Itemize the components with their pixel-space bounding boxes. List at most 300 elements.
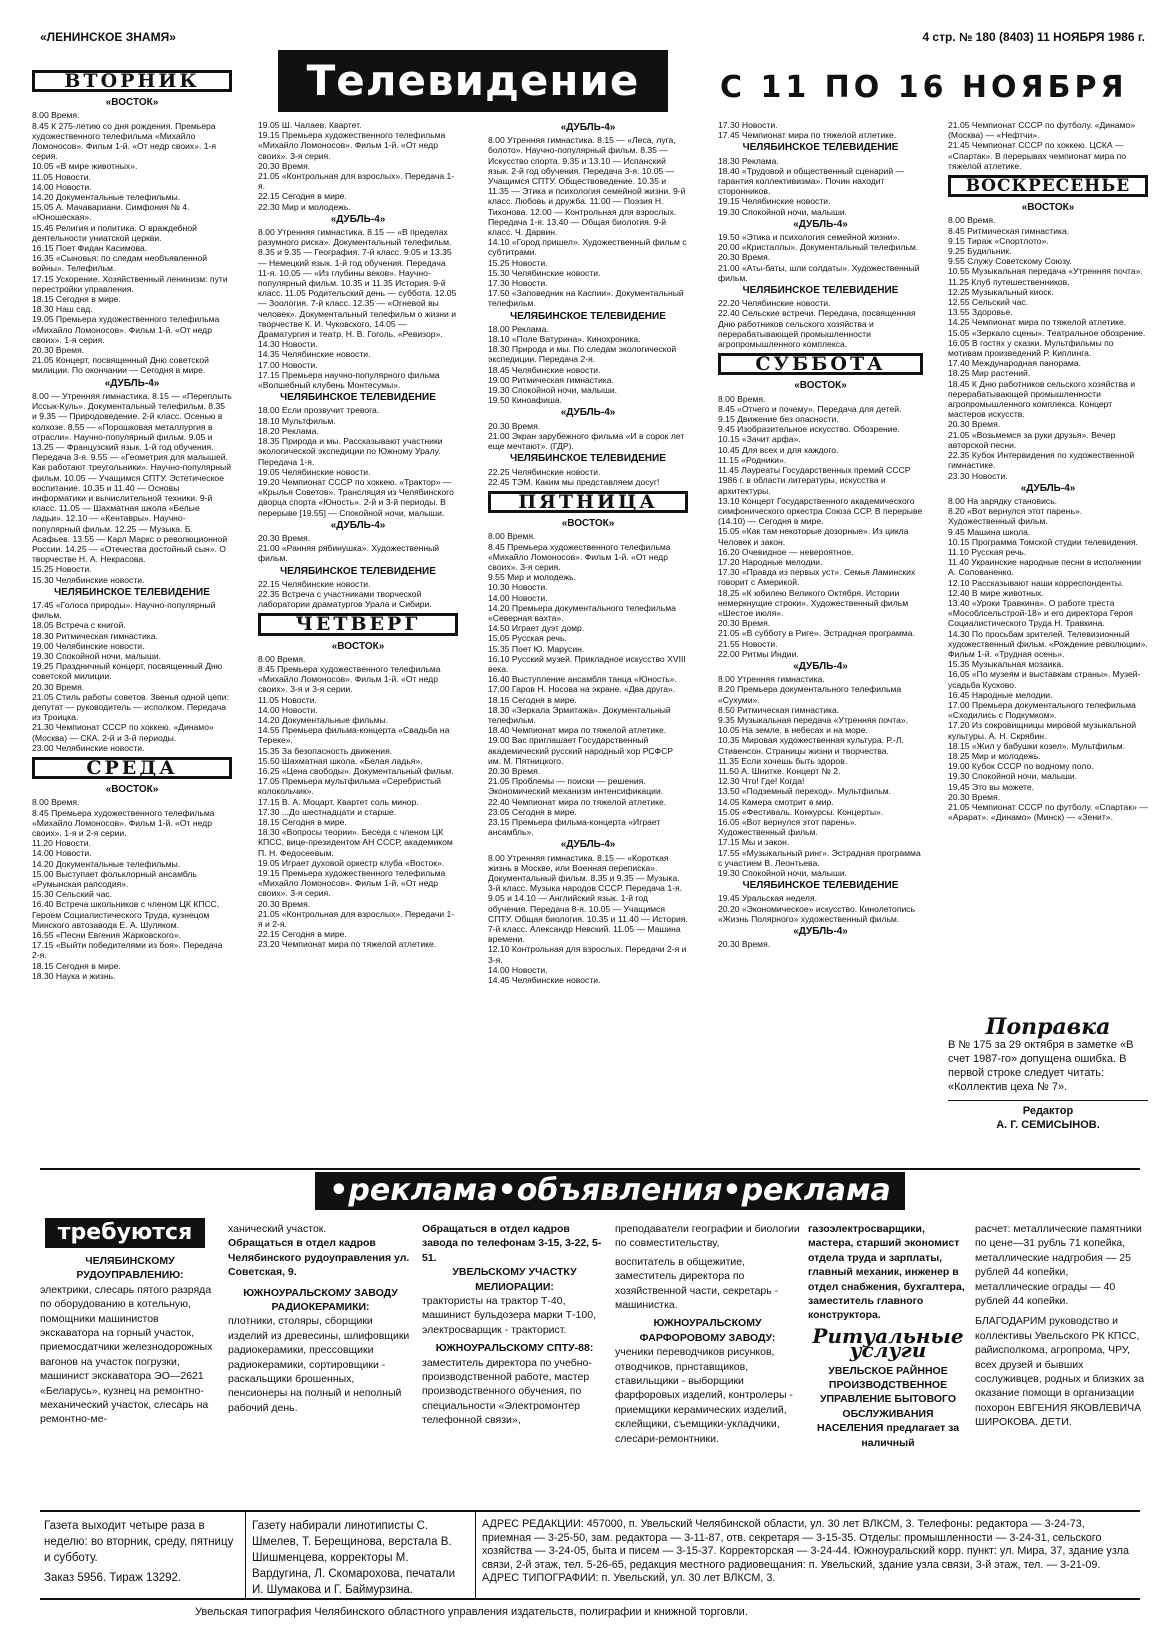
program-item: 18.30 Природа и мы. По следам экологической экспедиции. Передача 2-я. bbox=[488, 344, 677, 365]
program-list bbox=[258, 579, 458, 610]
channel-heading: ЧЕЛЯБИНСКОЕ ТЕЛЕВИДЕНИЕ bbox=[742, 880, 899, 892]
program-item: 17.15 Мы и закон. bbox=[718, 837, 790, 848]
program-item: 20.00 «Кристаллы». Документальный телефильм. bbox=[718, 242, 919, 253]
program-item: 23.05 Сегодня в мире. bbox=[488, 806, 577, 817]
channel-heading: «ВОСТОК» bbox=[331, 640, 385, 652]
channel-heading: ЧЕЛЯБИНСКОЕ ТЕЛЕВИДЕНИЕ bbox=[510, 310, 666, 322]
program-item: 14.45 Челябинские новости. bbox=[488, 975, 601, 986]
program-item: 19.50 «Этика и психология семейной жизни». bbox=[718, 232, 900, 243]
program-item: 16.40 Выступление ансамбля танца «Юность». bbox=[488, 674, 677, 685]
program-item: 19.00 Челябинские новости. bbox=[32, 640, 145, 651]
ad-employer: ЮЖНОУРАЛЬСКОМУ СПТУ-88: bbox=[435, 1342, 594, 1355]
program-item: 19.15 Премьера художественного телефильма «Михайло Ломоносов». Фильм 1-й. «От недр своих». 3-я серия. bbox=[258, 868, 446, 899]
program-item: 19.00 Вас приглашает Государственный академический русский народный хор РСФСР им. М. Пятницкого. bbox=[488, 735, 674, 766]
program-item: 18.45 К Дню работников сельского хозяйства и перерабатывающей промышленности агропромышленного комплекса. Концерт мастеров искусств. bbox=[948, 378, 1136, 420]
day-saturday: СУББОТА bbox=[718, 353, 923, 375]
program-item: 21.05 «В субботу в Риге». Эстрадная программа. bbox=[718, 628, 915, 639]
program-item: 19.30 Спокойной ночи, малыши. bbox=[948, 771, 1078, 782]
day-sunday: ВОСКРЕСЕНЬЕ bbox=[948, 175, 1148, 197]
column-3 bbox=[488, 120, 688, 1160]
channel-heading: «ВОСТОК» bbox=[105, 784, 159, 796]
program-item: 22.00 Ритмы Индии. bbox=[718, 648, 799, 659]
program-item: 17.15 «Выйти победителями из боя». Передача 2-я. bbox=[32, 940, 223, 961]
program-item: 19.45 Это вы можете. bbox=[948, 781, 1035, 792]
program-list bbox=[258, 654, 458, 950]
program-item: 9.15 Тираж «Спортлото». bbox=[948, 235, 1049, 246]
program-item: 14.35 Челябинские новости. bbox=[258, 349, 371, 360]
program-item: 23.15 Премьера фильма-концерта «Играет ансамбль». bbox=[488, 817, 661, 838]
program-item: 18.15 Сегодня в мире. bbox=[32, 294, 121, 305]
program-item: 18.15 «Жил у бабушки козел». Мультфильм. bbox=[948, 740, 1126, 751]
program-item: 11.35 Если хочешь быть здоров. bbox=[718, 755, 848, 766]
program-item: 11.05 Новости. bbox=[258, 694, 317, 705]
channel-heading: ЧЕЛЯБИНСКОЕ ТЕЛЕВИДЕНИЕ bbox=[510, 453, 666, 465]
program-item: 20.30 Время. bbox=[718, 252, 771, 263]
program-item: 8.45 Премьера художественного телефильма «Михайло Ломоносов». Фильм 1-й. «От недр своих». 3-я серия. bbox=[488, 541, 671, 572]
channel-heading: «ВОСТОК» bbox=[105, 97, 159, 109]
program-item: 17.00 Новости. bbox=[258, 359, 318, 370]
program-item: 9.45 Машина школа. bbox=[948, 526, 1031, 537]
program-item: 18.40 «Трудовой и общественный сценарий — гарантия коллективизма». Почин находит сторонников. bbox=[718, 165, 905, 197]
program-item: 16.40 Встреча школьников с членом ЦК КПСС, Героем Социалистического Труда, кузнецом Минского автозавода Е. А. Шуляком. bbox=[32, 899, 220, 930]
ad-text: расчет: металлические памятники по цене—31 рубль 71 копейка, металлические надгробия — 25 рублей 44 копейки, металлические ограды — 40 рублей 44 копейки. bbox=[975, 1223, 1142, 1308]
program-item: 19.00 Ритмическая гимнастика. bbox=[488, 374, 614, 385]
ads-banner: •реклама•объявления•реклама bbox=[315, 1172, 905, 1210]
program-item: 22.30 Мир и молодежь. bbox=[258, 201, 351, 212]
program-item: 19.15 Премьера художественного телефильма «Михайло Ломоносов». Фильм 1-й. «От недр своих». 3-я серия. bbox=[258, 130, 446, 161]
program-item: 19.05 Играет духовой оркестр клуба «Восток». bbox=[258, 857, 445, 868]
program-list bbox=[718, 394, 923, 659]
program-item: 18.15 Сегодня в мире. bbox=[258, 817, 347, 827]
program-item: 18.20 Реклама. bbox=[258, 425, 319, 436]
program-item: 14.30 Новости. bbox=[258, 339, 318, 350]
program-list bbox=[258, 405, 458, 517]
ad-column-6 bbox=[975, 1222, 1145, 1507]
program-item: 18.30 Реклама. bbox=[718, 155, 779, 166]
program-item: 9.15 Движение без опасности. bbox=[718, 414, 839, 425]
program-item: 21.05 «Контрольная для взрослых». Передачи 1-я и 2-я. bbox=[258, 908, 455, 930]
program-item: 8.00 — Утренняя гимнастика. 8.15 — «Переплыть Иссык-Куль». Документальный телефильм. 8.35 и 9.35 — Природоведение. 2-й класс. Осенью в колхозе. 8.55 — «Порошковая металлургия в отрасли». Научно-популярный фильм. 9.05 и 13.25 — Французский язык. 1-й год обучения. Передача 3-я. 9.55 — «Геометрия для малышей. Как работают треугольники». Научно-популярный фильм. 10.05 — Учащимся СПТУ. Эстетическое воспитание. 10.35 и 11.40 — Основы информатики и вычислительной техники. 9-й класс. 11.05 — Шахматная школа «Белые ладьи». 12.10 — «Кентавры». Научно-популярный фильм. 12.25 — Музыка. Б. Асафьев. 13.55 — Карл Маркс о революционной России. 14.25 — «Отечества достойный сын». О творчестве Н. А. Некрасова. bbox=[32, 390, 232, 565]
program-item: 14.55 Премьера фильма-концерта «Свадьба на Тереке». bbox=[258, 725, 450, 746]
ad-column-1 bbox=[40, 1254, 220, 1504]
program-list bbox=[32, 391, 232, 585]
program-item: 10.05 «В мире животных». bbox=[32, 161, 138, 172]
printing-address: АДРЕС ТИПОГРАФИИ: п. Увельский, ул. 30 лет ВЛКСМ, 3. bbox=[482, 1572, 776, 1584]
program-item: 17.55 «Музыкальный ринг». Эстрадная программа с участием В. Леонтьева. bbox=[718, 847, 921, 868]
program-item: 18.25 Мир и молодежь. bbox=[948, 750, 1041, 761]
program-item: 17.15 В. А. Моцарт. Квартет соль минор. bbox=[258, 796, 419, 807]
program-list bbox=[258, 120, 458, 212]
staff-info: Газету набирали линотиписты С. Шмелев, Т. Берещинова, верстала В. Шишменцева, корректоры М. Вардугина, Л. Скомарохова, печатали И. Шумакова и Г. Баймурзина. bbox=[252, 1520, 456, 1596]
channel-heading: ЧЕЛЯБИНСКОЕ ТЕЛЕВИДЕНИЕ bbox=[742, 285, 899, 297]
channel-heading: «ДУБЛЬ-4» bbox=[330, 213, 386, 225]
program-item: 18.40 Чемпионат мира по тяжелой атлетике. bbox=[488, 725, 667, 736]
channel-heading: «ДУБЛЬ-4» bbox=[560, 839, 616, 851]
program-item: 15.45 Религия и политика. О враждебной деятельности униатской церкви. bbox=[32, 222, 197, 243]
program-item: 18.10 Мультфильм. bbox=[258, 415, 336, 426]
program-item: 17.30 ...До шестнадцати и старше. bbox=[258, 806, 397, 817]
program-item: 20.30 Время. bbox=[32, 345, 85, 356]
program-item: 15.05 «Фестиваль. Конкурсы. Концерты». bbox=[718, 806, 884, 817]
program-item: 8.00 Утренняя гимнастика. 8.15 — «В пределах разумного риска». Документальный телефильм. 8.35 и 9.35 — География. 7-й класс. 9.05 и 13.35 — Немецкий язык. 1-й год обучения. Передача 11-я. 10.05 — «Из глубины веков». Научно-популярный фильм. 10.35 и 11.35 История. 9-й класс. 11.05 Родительский день — суббота. 12.05 — Зоология. 7-й класс. 12.35 — «Огневой вы человек». Документальный телефильм о жизни и творчестве К. И. Чуковского. 14.05 — Драматургия и театр. Н. В. Гоголь. «Ревизор». bbox=[258, 227, 457, 340]
program-item: 21.05 «Возьмемся за руки друзья». Вечер авторской песни. bbox=[948, 429, 1116, 450]
address-info bbox=[482, 1518, 1132, 1586]
program-item: 16.05 «Вот вернулся этот парень». Художественный фильм. bbox=[718, 817, 857, 838]
program-item: 22.25 Челябинские новости. bbox=[488, 466, 601, 477]
program-item: 8.00 Время. bbox=[258, 653, 306, 664]
program-item: 17.40 Международная панорама. bbox=[948, 358, 1081, 369]
program-item: 11.50 А. Шнитке. Концерт № 2. bbox=[718, 765, 841, 776]
program-item: 10.45 Для всех и для каждого. bbox=[718, 444, 839, 455]
program-item: 13.50 «Подземный переход». Мультфильм. bbox=[718, 786, 892, 797]
program-item: 22.40 Сельские встречи. Передача, посвященная Дню работников сельского хозяйства и перерабатывающей промышленности агропромышленного комплекса. bbox=[718, 308, 916, 350]
program-item: 9.45 Изобразительное искусство. Обозрение. bbox=[718, 424, 900, 435]
program-item: 19.05 Премьера художественного телефильма «Михайло Ломоносов». Фильм 1-й. «От недр своих». 1-я серия. bbox=[32, 314, 220, 345]
ad-employer: УВЕЛЬСКОМУ УЧАСТКУ МЕЛИОРАЦИИ: bbox=[452, 1266, 577, 1293]
ad-text: электрики, слесарь пятого разряда по оборудованию в котельную, помощники машинистов экскаватора на горный участок, приемосдатчики железнодорожных вагонов на участок погрузки, машинист экскаватора ЭО—2621 «Беларусь», кузнец на ремонтно-механический участок, слесарь на ремонтно-ме- bbox=[40, 1283, 213, 1426]
program-item: 13.10 Концерт Государственного академического симфонического оркестра Союза ССР. В перерыве (14.10) — Сегодня в мире. bbox=[718, 495, 923, 527]
program-item: 19.30 Спокойной ночи, малыши. bbox=[718, 206, 848, 217]
program-item: 11.45 Лауреаты Государственных премий СССР 1986 г. в области литературы, искусства и архитектуры. bbox=[718, 465, 911, 496]
program-item: 8.00 На зарядку становись. bbox=[948, 495, 1058, 506]
program-item: 19.15 Челябинские новости. bbox=[718, 196, 831, 207]
program-item: 21.05 «Контрольная для взрослых». Передача 1-я. bbox=[258, 171, 455, 192]
program-item: 15.00 Выступает фольклорный ансамбль «Румынская рапсодия». bbox=[32, 868, 197, 890]
program-item: 17.45 «Голоса природы». Научно-популярный фильм. bbox=[32, 599, 216, 621]
program-item: 21.00 «Аты-баты, шли солдаты». Художественный фильм. bbox=[718, 262, 920, 283]
print-run: Заказ 5956. Тираж 13292. bbox=[44, 1572, 182, 1584]
program-item: 22.35 Встреча с участниками творческой лаборатории драматургов Урала и Сибири. bbox=[258, 588, 432, 610]
channel-heading: «ДУБЛЬ-4» bbox=[1020, 482, 1076, 494]
program-item: 17.50 «Заповедник на Каспии». Документальный телефильм. bbox=[488, 288, 684, 309]
channel-heading: ЧЕЛЯБИНСКОЕ ТЕЛЕВИДЕНИЕ bbox=[742, 142, 899, 154]
program-item: 18.00 Реклама. bbox=[488, 323, 549, 334]
correction-notice bbox=[948, 1014, 1148, 1132]
program-item: 12.10 Контрольная для взрослых. Передачи 2-я и 3-я. bbox=[488, 944, 687, 965]
program-item: 17.20 Из сокровищницы мировой музыкальной культуры. А. Н. Скрябин. bbox=[948, 720, 1137, 741]
program-item: 15.35 За безопасность движения. bbox=[258, 745, 393, 756]
program-item: 14.50 Играет дуэт домр. bbox=[488, 623, 585, 634]
program-list bbox=[718, 939, 923, 949]
program-item: 14.20 Премьера документального телефильма «Северная вахта». bbox=[488, 602, 676, 623]
thanks-text: БЛАГОДАРИМ руководство и коллективы Увельского РК КПСС, райисполкома, агропрома, ЧРУ, всех друзей и бывших сослуживцев, родных и близких за оказание помощи в организации похорон ЕВГЕНИЯ ЯКОВЛЕВИЧА ШИРОКОВА. ДЕТИ. bbox=[975, 1315, 1145, 1429]
ad-text: заместитель директора по учебно-производственной работе, мастер производственного обучения, по специальности «Электромонтер телефонной связи», bbox=[422, 1356, 592, 1427]
issue-info: 4 стр. № 180 (8403) 11 НОЯБРЯ 1986 г. bbox=[922, 30, 1145, 44]
program-item: 14.00 Новости. bbox=[32, 848, 92, 859]
ad-text: плотники, столяры, сборщики изделий из древесины, шлифовщики радиокерамики, прессовщики радиокерамики, сортировщики - раскальщики брошенных, пенсионеры на полный и неполный рабочий день. bbox=[228, 1315, 410, 1414]
program-item: 18.30 «Вопросы теории». Беседа с членом ЦК КПСС, вице-президентом АН СССР, академиком П. Н. Федосеевым. bbox=[258, 827, 453, 858]
program-item: 15.50 Шахматная школа. «Белая ладья». bbox=[258, 755, 423, 766]
channel-heading: «ДУБЛЬ-4» bbox=[793, 926, 848, 938]
day-wednesday: СРЕДА bbox=[32, 757, 232, 779]
program-item: 8.45 К 275-летию со дня рождения. Премьера художественного телефильма «Михайло Ломоносов». Фильм 1-й. «От недр своих». 1-я серия. bbox=[32, 120, 217, 162]
program-item: 8.45 Премьера художественного телефильма «Михайло Ломоносов». Фильм 1-й. «От недр своих». 1-я и 2-я серии. bbox=[32, 807, 215, 839]
program-item: 22.45 ТЭМ. Каким мы представляем досуг! bbox=[488, 476, 660, 487]
ad-text: Обращаться в отдел кадров завода по телефонам 3-15, 3-22, 5-51. bbox=[422, 1223, 602, 1264]
program-item: 12.25 Музыкальный киоск. bbox=[948, 286, 1054, 297]
ad-column-4 bbox=[615, 1222, 800, 1507]
program-list bbox=[488, 467, 688, 487]
day-tuesday: ВТОРНИК bbox=[32, 70, 232, 92]
program-item: 12.40 В мире животных. bbox=[948, 587, 1044, 598]
program-item: 22.15 Сегодня в мире. bbox=[258, 929, 347, 940]
printer-line: Увельская типография Челябинского областного управления издательств, полиграфии и книжной торговли. bbox=[195, 1606, 748, 1618]
ad-employer: ЮЖНОУРАЛЬСКОМУ ЗАВОДУ РАДИОКЕРАМИКИ: bbox=[243, 1286, 398, 1314]
program-item: 14.25 Чемпионат мира по тяжелой атлетике. bbox=[948, 317, 1127, 328]
program-item: 18.45 Челябинские новости. bbox=[488, 364, 601, 375]
program-item: 18.30 Наука и жизнь. bbox=[32, 970, 116, 981]
column-1 bbox=[32, 66, 232, 1151]
divider bbox=[475, 1512, 476, 1598]
column-5 bbox=[948, 120, 1148, 1020]
program-item: 15.35 Поет Ю. Марусин. bbox=[488, 643, 585, 654]
program-item: 8.20 «Вот вернулся этот парень». Художественный фильм. bbox=[948, 506, 1083, 527]
ad-column-2 bbox=[228, 1222, 413, 1507]
program-item: 15.05 А. Мачавариани. Симфония № 4. «Юношеская». bbox=[32, 202, 190, 223]
channel-heading: «ВОСТОК» bbox=[794, 380, 847, 392]
program-item: 15.25 Новости. bbox=[32, 564, 92, 575]
ad-text: ученики переводчиков рисунков, отводчиков, прнставщиков, ставильщики - выборщики фарфоровых изделий, контролеры - приемщики керамических изделий, склейщики, съемщики-укладчики, слесари-ремонтники. bbox=[615, 1346, 793, 1445]
program-item: 22.15 Челябинские новости. bbox=[258, 578, 371, 589]
program-item: 10.15 «Зачит арфа». bbox=[718, 434, 801, 445]
channel-heading: ЧЕЛЯБИНСКОЕ ТЕЛЕВИДЕНИЕ bbox=[54, 586, 210, 598]
program-item: 18.05 Встреча с книгой. bbox=[32, 620, 126, 631]
program-item: 23.00 Челябинские новости. bbox=[32, 742, 145, 753]
program-item: 8.00 Время. bbox=[488, 531, 536, 542]
program-item: 21.05 Чемпионат СССР по футболу. «Спартак» — «Арарат». «Динамо» (Минск) — «Зенит». bbox=[948, 802, 1148, 823]
program-item: 19.20 Чемпионат СССР по хоккею. «Трактор» — «Крылья Советов». Трансляция из Челябинского дворца спорта «Юность». 2-й и 3-й периоды. В перерыве [19.55] — Спокойной ночи, малыши. bbox=[258, 476, 454, 518]
program-item: 18.25 «К юбилею Великого Октября. Истории немеркнущие строки». Художественный фильм «Шестое июля». bbox=[718, 587, 909, 618]
program-item: 19.45 Уральская неделя. bbox=[718, 893, 817, 904]
program-list bbox=[718, 893, 923, 924]
program-item: 12.10 Рассказывают наши корреспонденты. bbox=[948, 577, 1124, 588]
program-item: 21.05 Проблемы — поиски — решения. Экономический механизм интенсификации. bbox=[488, 776, 664, 797]
ad-text: трактористы на трактор Т-40, машинист бульдозера марки Т-100, электросварщик - тракторист. bbox=[422, 1295, 596, 1336]
program-list bbox=[488, 324, 688, 406]
program-item: 17.30 Новости. bbox=[488, 278, 548, 289]
program-item: 10.05 На земле, в небесах и на море. bbox=[718, 725, 868, 736]
program-item: 16.05 В гостях у сказки. Мультфильмы по мотивам произведений Р. Киплинга. bbox=[948, 337, 1114, 359]
program-item: 15.30 Челябинские новости. bbox=[32, 574, 145, 585]
program-item: 18.30 Наш сад. bbox=[32, 304, 93, 315]
program-item: 20.30 Время. bbox=[488, 765, 541, 776]
program-item: 14.00 Новости. bbox=[488, 964, 548, 975]
program-item: 20.30 Время. bbox=[948, 791, 1001, 802]
program-item: 17.30 Новости. bbox=[718, 120, 778, 130]
program-item: 19.30 Спокойной ночи, малыши. bbox=[32, 650, 162, 661]
program-item: 15.05 «Как там некоторые дозорные». Из цикла Человек и закон. bbox=[718, 526, 909, 547]
program-item: 22.15 Сегодня в мире. bbox=[258, 191, 347, 202]
ad-employer: ЮЖНОУРАЛЬСКОМУ ФАРФОРОВОМУ ЗАВОДУ: bbox=[639, 1317, 776, 1344]
program-item: 14.05 Камера смотрит в мир. bbox=[718, 796, 834, 807]
program-item: 11.20 Новости. bbox=[32, 838, 91, 849]
program-item: 8.20 Премьера документального телефильма «Сухуми». bbox=[718, 684, 902, 705]
ad-text: газоэлектросварщики, мастера, старший экономист отдела труда и зарплаты, главный механик, инженер в отдел снабжения, бухгалтера, заместитель главного конструктора. bbox=[808, 1223, 965, 1322]
ad-text: Обращаться в отдел кадров Челябинского рудоуправления ул. Советская, 9. bbox=[228, 1237, 410, 1279]
program-item: 16.25 «Цена свободы». Документальный фильм. bbox=[258, 765, 454, 776]
ad-text: УВЕЛЬСКОЕ РАЙННОЕ ПРОИЗВОДСТВЕННОЕ УПРАВЛЕНИЕ БЫТОВОГО ОБСЛУЖИВАНИЯ НАСЕЛЕНИЯ предлагает за наличный bbox=[816, 1364, 960, 1449]
program-list bbox=[718, 298, 923, 349]
program-item: 14.10 «Город пришел». Художественный фильм с субтитрами. bbox=[488, 237, 687, 258]
program-item: 21.30 Чемпионат СССР по хоккею. «Динамо» (Москва) — СКА. 2-й и 3-й периоды. bbox=[32, 722, 214, 743]
program-item: 20.30 Время. bbox=[718, 939, 771, 950]
program-item: 10.30 Новости. bbox=[488, 582, 548, 593]
program-item: 17.05 Премьера мультфильма «Серебристый колокольчик». bbox=[258, 776, 441, 797]
ad-employer: ЧЕЛЯБИНСКОМУ РУДОУПРАВЛЕНИЮ: bbox=[76, 1255, 184, 1282]
program-item: 23.20 Чемпионат мира по тяжелой атлетике. bbox=[258, 939, 437, 950]
program-item: 23.30 Новости. bbox=[948, 470, 1008, 481]
channel-heading: «ДУБЛЬ-4» bbox=[330, 519, 386, 531]
program-item: 16.15 Поет Фидан Касимова. bbox=[32, 243, 148, 254]
program-item: 13.40 «Уроки Травкина». О работе треста «Мособлсельстрой-18» и его директора Героя Социалистического Труда Н. Травкина. bbox=[948, 597, 1133, 629]
program-list bbox=[488, 531, 688, 837]
program-item: 19.50 Киноафиша. bbox=[488, 395, 562, 406]
program-item: 9.55 Служу Советскому Союзу. bbox=[948, 256, 1072, 267]
program-item: 18.35 Природа и мы. Рассказывают участники экологической экспедиции по Южному Уралу. Передача 1-я. bbox=[258, 436, 443, 467]
program-item: 11.10 Русская речь. bbox=[948, 546, 1027, 557]
column-2 bbox=[258, 120, 458, 1155]
program-item: 16.05 «По музеям и выставкам страны». Музей-усадьба Кусково. bbox=[948, 669, 1141, 690]
program-item: 8.00 Время. bbox=[948, 215, 996, 226]
program-item: 14.00 Новости. bbox=[258, 704, 318, 715]
channel-heading: ЧЕЛЯБИНСКОЕ ТЕЛЕВИДЕНИЕ bbox=[280, 392, 436, 404]
program-item: 16.10 Русский музей. Прикладное искусство XVIII века. bbox=[488, 653, 686, 674]
program-item: 19.30 Спокойной ночи, малыши. bbox=[718, 868, 848, 879]
program-item: 22.35 Кубок Интервидения по художественной гимнастике. bbox=[948, 450, 1135, 471]
ad-text: воспитатель в общежитие, заместитель директора по хозяйственной части, секретарь - машинистка. bbox=[615, 1255, 779, 1312]
divider bbox=[245, 1512, 246, 1598]
editor-name: А. Г. СЕМИСЫНОВ. bbox=[996, 1119, 1100, 1131]
program-list bbox=[718, 674, 923, 878]
channel-heading: «ВОСТОК» bbox=[561, 518, 615, 530]
page-header bbox=[40, 30, 1145, 46]
program-list bbox=[258, 227, 458, 390]
program-item: 21.00 Экран зарубежного фильма «И в сорок лет еще мечтают». (ГДР). bbox=[488, 430, 685, 452]
program-item: 18.30 Ритмическая гимнастика. bbox=[32, 630, 158, 641]
program-item: 8.45 Ритмическая гимнастика. bbox=[948, 225, 1070, 236]
day-thursday: ЧЕТВЕРГ bbox=[258, 613, 458, 635]
program-item: 21.05 Стиль работы советов. Звенья одной цепи: депутат — руководитель — исполком. Передача из Троицка. bbox=[32, 691, 229, 723]
program-list bbox=[718, 232, 923, 283]
program-item: 18.15 Сегодня в мире. bbox=[488, 694, 577, 705]
program-item: 17.00 Премьера документального телефильма «Сходились с Подкумком». bbox=[948, 699, 1136, 721]
program-item: 17.15 Премьера научно-популярного фильма «Волшебный клубень Монтесумы». bbox=[258, 369, 440, 391]
program-item: 20.30 Время. bbox=[718, 618, 771, 629]
channel-heading: «ДУБЛЬ-4» bbox=[104, 377, 160, 389]
program-item: 10.35 Мировая художественная культура. Р.-Л. Стивенсон. Страницы жизни и творчества. bbox=[718, 735, 904, 756]
editor-label: Редактор bbox=[1022, 1105, 1074, 1117]
ad-column-3 bbox=[422, 1222, 607, 1507]
program-item: 15.25 Новости. bbox=[488, 257, 548, 268]
program-item: 11.25 Клуб путешественников. bbox=[948, 276, 1070, 287]
program-list bbox=[488, 421, 688, 452]
program-item: 8.00 Утренняя гимнастика. 8.15 — «Леса, луга, болото». Научно-популярный фильм. 8.35 — Искусство спорта. 9.35 и 13.10 — Испанский язык. 2-й год обучения. Передача 3-я. 10.05 — Учащимся СПТУ. Обществоведение. 10.35 и 11.35 — Этика и психология семейной жизни. 9-й класс. Любовь и дружба. 11.00 — Поэзия Н. Тихонова. 12.00 — Контрольная для взрослых. Передача 1-я. 13.40 — Общая биология. 9-й класс. Ч. Дарвин. bbox=[488, 135, 686, 238]
publication-schedule: Газета выходит четыре раза в неделю: во вторник, среду, пятницу и субботу. bbox=[44, 1520, 234, 1564]
editorial-address: АДРЕС РЕДАКЦИИ: 457000, п. Увельский Челябинской области, ул. 30 лет ВЛКСМ, 3. Телефоны: редактора — 3-24-73, приемная — 3-25-50, зам. редактора — 3-11-87, отв. секретаря — 3-15-35. Отделы: промышленности — 3-24-31, сельского хозяйства — 3-24-05, быта и писем — 3-15-37. Корректорская — 3-24-44. Южноуральский корр. пункт: ул. Мира, 37, здание узла связи, 2-й этаж, тел. 5-26-65, редакция местного радиовещания: п. Увельский, здание узла связи, 3-й этаж, тел. — 3-21-09. bbox=[482, 1518, 1129, 1571]
ad-text: преподаватели географии и биологии по совместительству, bbox=[615, 1223, 800, 1250]
program-item: 19.05 Челябинские новости. bbox=[258, 466, 371, 477]
program-item: 15.05 Русская речь. bbox=[488, 633, 567, 644]
program-item: 21.05 Чемпионат СССР по футболу. «Динамо» (Москва) — «Нефтчи». bbox=[948, 120, 1136, 141]
program-list bbox=[258, 533, 458, 564]
program-list bbox=[948, 215, 1148, 480]
imprint-footer bbox=[40, 1510, 1140, 1600]
program-item: 20.30 Время. bbox=[258, 160, 311, 171]
program-item: 8.00 Время. bbox=[718, 393, 766, 404]
program-item: 10.15 Программа Томской студии телевидения. bbox=[948, 536, 1138, 547]
program-list bbox=[718, 120, 923, 140]
channel-heading: ЧЕЛЯБИНСКОЕ ТЕЛЕВИДЕНИЕ bbox=[280, 565, 436, 577]
program-item: 8.45 «Отчего и почему». Передача для детей. bbox=[718, 403, 902, 414]
program-item: 13.55 Здоровье. bbox=[948, 307, 1013, 318]
program-item: 18.30 «Зеркала Эрмитажа». Документальный телефильм. bbox=[488, 704, 671, 725]
program-item: 15.30 Челябинские новости. bbox=[488, 267, 601, 278]
program-item: 14.20 Документальные фильмы. bbox=[258, 714, 389, 725]
program-item: 17.45 Чемпионат мира по тяжелой атлетике. bbox=[718, 130, 897, 141]
program-item: 16.20 Очевидное — невероятное. bbox=[718, 546, 854, 557]
program-item: 22.20 Челябинские новости. bbox=[718, 298, 831, 309]
section-divider bbox=[40, 1168, 1140, 1170]
program-item: 9.35 Музыкальная передача «Утренняя почта». bbox=[718, 714, 909, 725]
ad-column-5 bbox=[808, 1222, 968, 1507]
channel-heading: «ДУБЛЬ-4» bbox=[793, 218, 848, 230]
program-item: 12.55 Сельский час. bbox=[948, 297, 1029, 308]
program-item: 17.00 Гаров Н. Носова на экране. «Два друга». bbox=[488, 684, 676, 695]
program-item: 8.00 Время. bbox=[32, 797, 80, 808]
program-item: 19.00 Кубок СССР по водному поло. bbox=[948, 761, 1094, 772]
program-item: 15.05 «Зеркало сцены». Театральное обозрение. bbox=[948, 327, 1146, 338]
correction-title: Поправка bbox=[985, 1014, 1111, 1040]
correction-text: В № 175 за 29 октября в заметке «В счет 1987-го» допущена ошибка. В первой строке следует читать: «Коллектив цеха № 7». bbox=[948, 1039, 1134, 1093]
program-item: 20.20 «Экономическое» искусство. Кинолетопись «Жизнь Полярного» художественный фильм. bbox=[718, 903, 916, 924]
column-4 bbox=[718, 120, 923, 1165]
channel-heading: «ДУБЛЬ-4» bbox=[793, 660, 848, 672]
program-list bbox=[948, 120, 1148, 171]
program-item: 14.20 Документальные телефильмы. bbox=[32, 192, 181, 203]
program-item: 17.15 Ускорение. Хозяйственный ленинизм: пути перестройки управления. bbox=[32, 273, 228, 294]
program-list bbox=[948, 496, 1148, 823]
program-item: 20.30 Время. bbox=[488, 420, 541, 431]
program-item: 16.35 «Сыновья: по следам необъявленной войны». Телефильм. bbox=[32, 253, 208, 274]
program-item: 14.30 По просьбам зрителей. Телевизионный художественный фильм. «Рождение революции». Фильм 1-й. «Трудная осень». bbox=[948, 628, 1148, 659]
ad-text: ханический участок. bbox=[228, 1223, 327, 1235]
program-item: 20.30 Время. bbox=[258, 532, 311, 543]
program-item: 19.05 Ш. Чалаев. Квартет. bbox=[258, 120, 362, 130]
program-item: 8.00 Утренняя гимнастика. bbox=[718, 674, 825, 685]
program-list bbox=[32, 600, 232, 753]
program-item: 8.50 Ритмическая гимнастика. bbox=[718, 704, 840, 715]
program-item: 9.25 Будильник. bbox=[948, 246, 1012, 257]
program-item: 11.05 Новости. bbox=[32, 171, 91, 182]
program-item: 16.55 «Песни Евгения Жарковского». bbox=[32, 930, 181, 941]
program-item: 11.40 Украинские народные песни в исполнении А. Солованенко. bbox=[948, 557, 1142, 578]
program-item: 19.25 Праздничный концерт, посвященный Дню советской милиции. bbox=[32, 661, 223, 682]
program-item: 9.55 Мир и молодежь. bbox=[488, 572, 576, 583]
program-item: 21.00 «Ранняя рябинушка». Художественный фильм. bbox=[258, 543, 440, 564]
program-item: 20.30 Время. bbox=[258, 898, 311, 909]
channel-heading: «ДУБЛЬ-4» bbox=[560, 122, 616, 133]
program-item: 12.30 Что! Где! Когда! bbox=[718, 776, 805, 787]
program-item: 18.15 Сегодня в мире. bbox=[32, 960, 121, 971]
program-list bbox=[488, 135, 688, 308]
program-item: 18.10 «Поле Ватурина». Кинохроника. bbox=[488, 334, 641, 345]
program-item: 19.30 Спокойной ночи, малыши. bbox=[488, 385, 618, 396]
program-list bbox=[32, 797, 232, 981]
ritual-services-title: Ритуальные услуги bbox=[812, 1323, 964, 1363]
wanted-heading: требуются bbox=[45, 1218, 205, 1248]
program-item: 18.00 Если прозвучит тревога. bbox=[258, 405, 380, 416]
channel-heading: «ДУБЛЬ-4» bbox=[560, 407, 616, 419]
